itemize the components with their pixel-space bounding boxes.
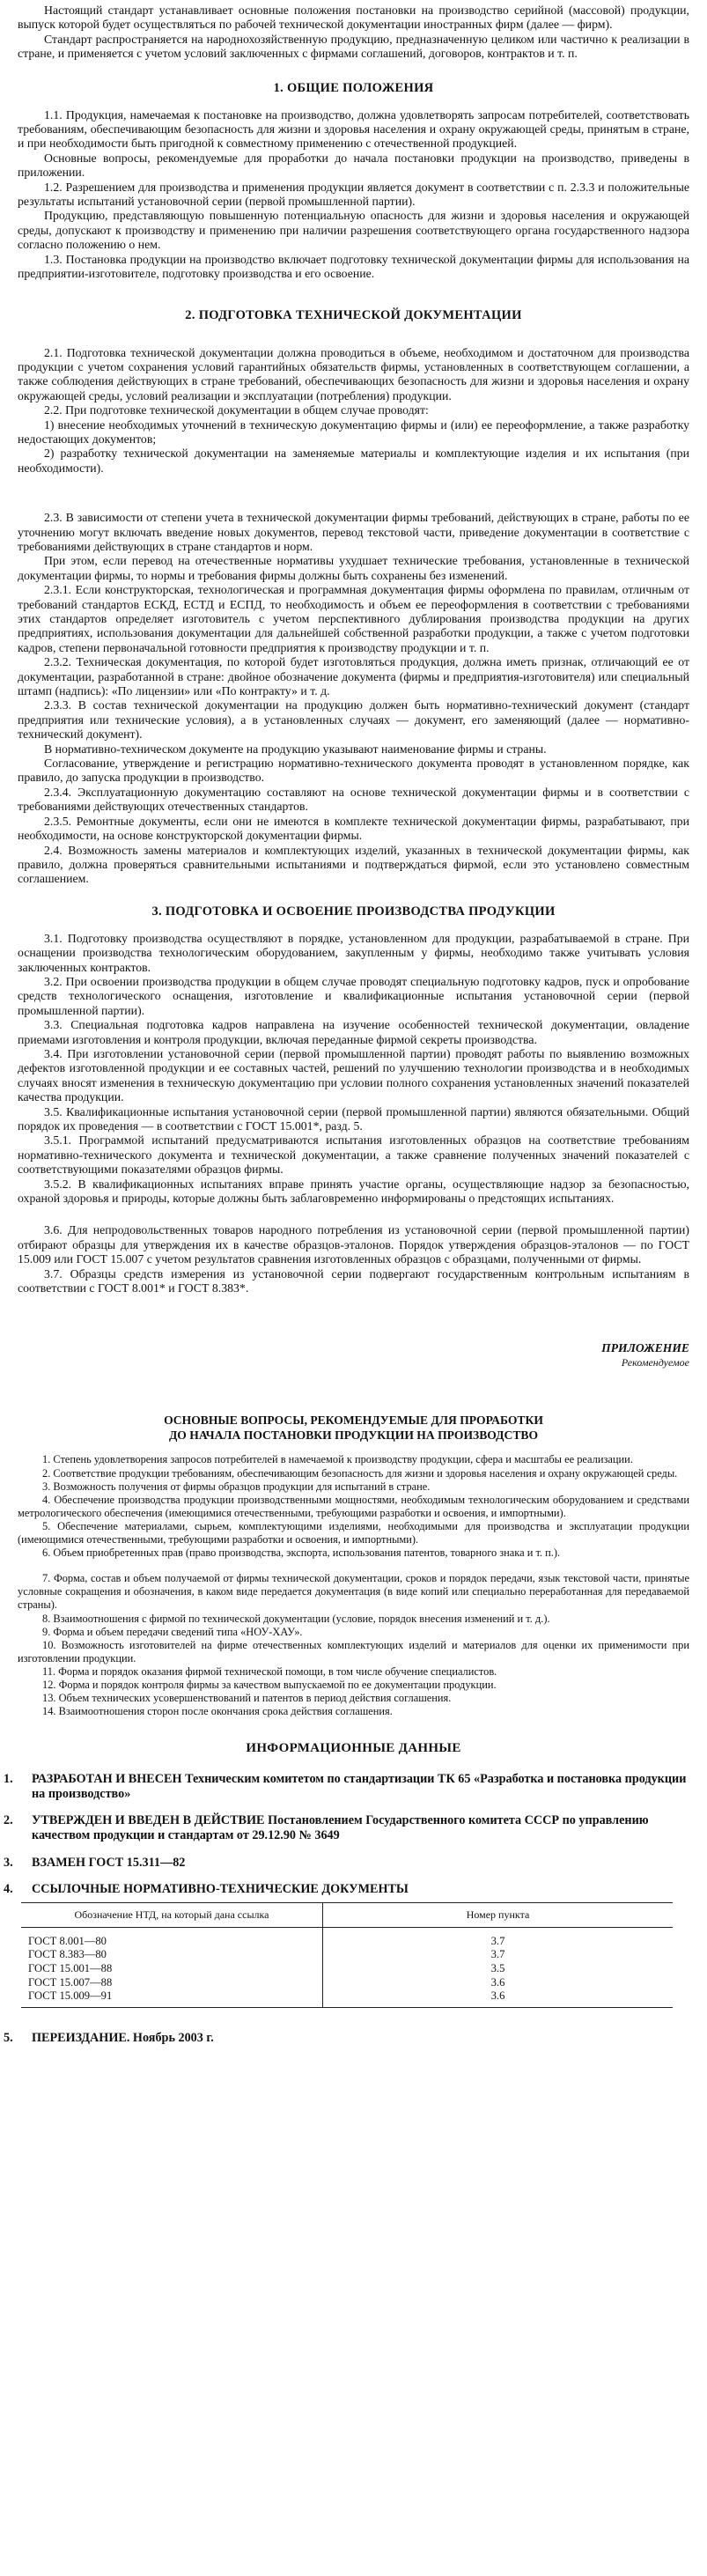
info-item-number: 3. — [4, 1855, 13, 1870]
info-item-text: УТВЕРЖДЕН И ВВЕДЕН В ДЕЙСТВИЕ Постановлением Государственного комитета СССР по управлению качеством продукции и стандартам от 29.12.90 № 3649 — [32, 1813, 649, 1843]
info-item-4 — [4, 1882, 689, 1897]
paragraph: 3.5.2. В квалификационных испытаниях вправе принять участие органы, осуществляющие надзор за безопасностью, охраной здоровья и природы, которые должны быть заблаговременно информированы о предстоящих испытаниях. — [18, 1177, 689, 1206]
appendix-title — [18, 1413, 689, 1443]
appendix-label-block — [18, 1341, 689, 1369]
info-item-2 — [4, 1813, 689, 1843]
table-cell-doc: ГОСТ 15.007—88 — [21, 1976, 323, 1990]
list-item: 8. Взаимоотношения с фирмой по технической документации (условие, порядок внесения изменений и т. д.). — [42, 1612, 550, 1625]
paragraph: 2.3.5. Ремонтные документы, если они не имеются в комплекте технической документации фирмы, разрабатывают, при необходимости, на основе конструкторской документации фирмы. — [18, 814, 689, 843]
table-row — [21, 1989, 673, 2007]
section-3-heading: 3. ПОДГОТОВКА И ОСВОЕНИЕ ПРОИЗВОДСТВА ПРОДУКЦИИ — [151, 904, 556, 919]
info-item-number: 4. — [4, 1882, 13, 1897]
info-item-number: 2. — [4, 1813, 13, 1828]
table-header: Обозначение НТД, на который дана ссылка — [21, 1902, 323, 1927]
list-item: 12. Форма и порядок контроля фирмы за качеством выпускаемой по ее документации продукции. — [42, 1678, 497, 1691]
paragraph: Основные вопросы, рекомендуемые для проработки до начала постановки продукции на производство, приведены в приложении. — [18, 151, 689, 180]
list-item: 4. Обеспечение производства продукции производственными мощностями, необходимым технологическим оборудованием и средствами метрологического обеспечения (имеющимися отечественными, требующими разработки и освоения, и импортными). — [18, 1493, 689, 1519]
table-cell-doc: ГОСТ 15.009—91 — [21, 1989, 323, 2007]
info-item-3 — [4, 1855, 689, 1871]
paragraph: 1.2. Разрешением для производства и применения продукции является документ в соответствии с п. 2.3.3 и положительные результаты испытаний установочной серии (первой промышленной партии). — [18, 180, 689, 209]
info-item-number: 1. — [4, 1772, 13, 1787]
paragraph: 3.1. Подготовку производства осуществляют в порядке, установленном для продукции, разрабатываемой в стране. При оснащении производства технологическим оборудованием, закупленным у фирмы, необходимо также учитывать условия заключенных контрактов. — [18, 931, 689, 974]
list-item: 13. Объем технических усовершенствований и патентов в период действия соглашения. — [42, 1692, 452, 1705]
info-item-1 — [4, 1772, 689, 1801]
paragraph: 1.1. Продукция, намечаемая к постановке на производство, должна удовлетворять запросам потребителей, соответствовать требованиям, обеспечивающим безопасность для жизни и здоровья населения и охрану окружающей среды, принятым в стране, и при необходимости быть пригодной к совместному применению с отечественной продукцией. — [18, 107, 689, 151]
info-item-number: 5. — [4, 2030, 13, 2045]
intro-paragraph: Стандарт распространяется на народнохозяйственную продукцию, предназначенную целиком или частично к реализации в стране, и применяется с учетом условий заключенных с фирмами соглашений, договоров, контрактов и т. п. — [18, 32, 689, 61]
paragraph: 2.3. В зависимости от степени учета в технической документации фирмы требований, действующих в стране, работы по ее уточнению могут включать введение новых документов, перевод текстовой части, приведение документации в соответствие с требованиями действующих в стране стандартов и норм. — [18, 511, 689, 553]
list-item: 10. Возможность изготовителей на фирме отечественных комплектующих изделий и материалов для оценки их применимости при изготовлении продукции. — [18, 1638, 689, 1664]
paragraph: 1) внесение необходимых уточнений в техническую документацию фирмы и (или) ее переоформление, а также разработку недостающих документов; — [18, 417, 689, 446]
section-2-body — [18, 346, 689, 887]
paragraph: 2) разработку технической документации на заменяемые материалы и комплектующие изделия и их испытания (при необходимости). — [18, 447, 689, 475]
paragraph: 2.3.3. В состав технической документации на продукцию должен быть нормативно-технический документ (стандарт предприятия или технические условия), а в установленных случаях — документ, его заменяющий (далее — нормативно-технический документ). — [18, 698, 689, 742]
table-cell-clause: 3.5 — [490, 1962, 505, 1974]
list-item: 9. Форма и объем передачи сведений типа «НОУ-ХАУ». — [42, 1625, 303, 1638]
table-cell-clause: 3.6 — [490, 1975, 505, 1989]
paragraph: 2.4. Возможность замены материалов и комплектующих изделий, указанных в технической документации фирмы, как правило, должна проверяться сравнительными испытаниями и подтверждаться фирмой, если это установлено совместным соглашением. — [18, 843, 689, 886]
table-row — [21, 1948, 673, 1962]
appendix-list — [18, 1453, 689, 1560]
paragraph: В нормативно-техническом документе на продукцию указывают наименование фирмы и страны. — [44, 742, 547, 756]
table-cell-doc: ГОСТ 8.383—80 — [21, 1948, 323, 1962]
info-item-text: ПЕРЕИЗДАНИЕ. Ноябрь 2003 г. — [32, 2030, 214, 2045]
info-item-5 — [4, 2030, 689, 2046]
info-heading: ИНФОРМАЦИОННЫЕ ДАННЫЕ — [246, 1741, 461, 1756]
table-row — [21, 1976, 673, 1990]
paragraph: 3.3. Специальная подготовка кадров направлена на изучение особенностей технической документации, овладение приемами изготовления и контроля продукции, включая переданные фирмой секреты производства. — [18, 1018, 689, 1046]
document-page — [4, 0, 689, 2045]
table-row — [21, 1927, 673, 1948]
section-2-heading: 2. ПОДГОТОВКА ТЕХНИЧЕСКОЙ ДОКУМЕНТАЦИИ — [185, 307, 522, 322]
table-row — [21, 1962, 673, 1976]
info-item-text: ВЗАМЕН ГОСТ 15.311—82 — [32, 1855, 186, 1870]
appendix-label: ПРИЛОЖЕНИЕ — [601, 1341, 689, 1355]
list-item: 6. Объем приобретенных прав (право производства, экспорта, использования патентов, товарного знака и т. п.). — [42, 1546, 561, 1560]
paragraph: 2.3.1. Если конструкторская, технологическая и программная документация фирмы оформлена по правилам, отличным от требований стандартов ЕСКД, ЕСТД и ЕСПД, то необходимость и объем ее переоформления в соответствии с требованиями этих стандартов определяет изготовитель с учетом перспективного дублирования производства продукции на других предприятиях, использования документации для дальнейшей собственной разработки продукции, а также с учетом подготовки кадров, степени первоначальной готовности предприятия к производству продукции и т. п. — [18, 583, 689, 654]
paragraph: Согласование, утверждение и регистрацию нормативно-технического документа проводят в установленном порядке, как правило, до запуска продукции в производство. — [18, 757, 689, 785]
paragraph: Продукцию, представляющую повышенную потенциальную опасность для жизни и здоровья населения и окружающей среды, допускают к производству и применению при наличии разрешения соответствующего органа государственного надзора согласно положению о нем. — [18, 209, 689, 252]
paragraph: 3.5.1. Программой испытаний предусматриваются испытания изготовленных образцов на соответствие требованиям нормативно-технического документа и технической документации, а также сравнение полученных значений показателей с соответствующими показателями образцов фирмы. — [18, 1133, 689, 1177]
appendix-note: Рекомендуемое — [621, 1356, 689, 1369]
appendix-title-line: ДО НАЧАЛА ПОСТАНОВКИ ПРОДУКЦИИ НА ПРОИЗВОДСТВО — [168, 1428, 539, 1442]
table-cell-doc: ГОСТ 8.001—80 — [21, 1927, 323, 1948]
list-item: 2. Соответствие продукции требованиям, обеспечивающим безопасность для жизни и здоровья населения и охрану окружающей среды. — [42, 1466, 678, 1480]
list-item: 7. Форма, состав и объем получаемой от фирмы технической документации, сроков и порядок передачи, язык текстовой части, принятые условные сокращения и обозначения, в каком виде передается документация (в виде копий или специально переработанная для передаваемой страны). — [18, 1572, 689, 1612]
table-header: Номер пункта — [323, 1902, 674, 1927]
paragraph: 3.7. Образцы средств измерения из установочной серии подвергают государственным контрольным испытаниям в соответствии с ГОСТ 8.001* и ГОСТ 8.383*. — [18, 1266, 689, 1295]
list-item: 1. Степень удовлетворения запросов потребителей в намечаемой к производству продукции, сфера и масштабы ее реализации. — [42, 1453, 633, 1466]
intro-paragraph: Настоящий стандарт устанавливает основные положения постановки на производство серийной (массовой) продукции, выпуск которой будет осуществляться по рабочей технической документации иностранных фирм (далее — фирм). — [18, 4, 689, 32]
section-3-body — [18, 932, 689, 1296]
list-item: 14. Взаимоотношения сторон после окончания срока действия соглашения. — [42, 1705, 393, 1718]
paragraph: 2.2. При подготовке технической документации в общем случае проводят: — [44, 403, 429, 417]
section-1-heading: 1. ОБЩИЕ ПОЛОЖЕНИЯ — [273, 80, 434, 95]
paragraph: 1.3. Постановка продукции на производство включает подготовку технической документации фирмы для использования на предприятии-изготовителе, подготовку производства и его освоение. — [18, 252, 689, 281]
paragraph: При этом, если перевод на отечественные нормативы ухудшает технические требования, установленные в технической документации фирмы, то нормы и требования фирмы должны быть сохранены без изменений. — [18, 554, 689, 582]
section-1-body — [18, 108, 689, 282]
paragraph: 3.2. При освоении производства продукции в общем случае проводят специальную подготовку кадров, пуск и опробование средств технологического оснащения, изготовление и квалификационные испытания установочной серии (первой промышленной партии). — [18, 974, 689, 1017]
appendix-list — [18, 1572, 689, 1718]
list-item: 3. Возможность получения от фирмы образцов продукции для испытаний в стране. — [42, 1480, 431, 1493]
table-cell-clause: 3.6 — [323, 1989, 674, 2007]
appendix-title-line: ОСНОВНЫЕ ВОПРОСЫ, РЕКОМЕНДУЕМЫЕ ДЛЯ ПРОРАБОТКИ — [164, 1413, 543, 1428]
table-cell-clause: 3.7 — [490, 1934, 505, 1947]
info-item-text: РАЗРАБОТАН И ВНЕСЕН Техническим комитетом по стандартизации ТК 65 «Разработка и постановка продукции на производство» — [32, 1772, 687, 1801]
info-item-text: ССЫЛОЧНЫЕ НОРМАТИВНО-ТЕХНИЧЕСКИЕ ДОКУМЕНТЫ — [32, 1882, 409, 1897]
paragraph: 3.4. При изготовлении установочной серии (первой промышленной партии) проводят работы по выявлению возможных дефектов изготовленной продукции и ее составных частей, решений по улучшению технологии производства и в необходимых случаях вносят изменения в техническую документацию при условии полного сохранения установленных значений показателей качества продукции. — [18, 1046, 689, 1104]
table-cell-clause: 3.7 — [490, 1948, 505, 1961]
list-item: 5. Обеспечение материалами, сырьем, комплектующими изделиями, необходимыми для производства и эксплуатации продукции (имеющимися отечественными, требующими разработки и освоения, и импортными). — [18, 1519, 689, 1546]
list-item: 11. Форма и порядок оказания фирмой технической помощи, в том числе обучение специалистов. — [42, 1664, 497, 1678]
paragraph: 2.3.2. Техническая документация, по которой будет изготовляться продукция, должна иметь признак, отличающий ее от документации, разработанной в стране: двойное обозначение документа (фирмы и предприятия-изготовителя) или специальный штамп (надпись): «По лицензии» или «По контракту» и т. д. — [18, 655, 689, 698]
table-cell-doc: ГОСТ 15.001—88 — [21, 1962, 323, 1976]
intro — [18, 4, 689, 62]
paragraph: 2.3.4. Эксплуатационную документацию составляют на основе технической документации фирмы и в соответствии с требованиями действующих отечественных стандартов. — [18, 785, 689, 814]
references-table — [21, 1902, 673, 2008]
paragraph: 2.1. Подготовка технической документации должна проводиться в объеме, необходимом и достаточном для производства продукции с учетом сохранения условий гарантийных обязательств фирмы, установленных в соответствующем соглашении, а также соблюдения действующих в стране требований, обеспечивающих безопасность для жизни и здоровья населения и охрану окружающей среды, условий реализации и эксплуатации (потребления) продукции. — [18, 345, 689, 402]
paragraph: 3.6. Для непродовольственных товаров народного потребления из установочной серии (первой промышленной партии) отбирают образцы для утверждения их в качестве образцов-эталонов. Порядок утверждения образцов-эталонов — по ГОСТ 15.009 или ГОСТ 15.007 с учетом результатов сравнения изготовленных образцов с образцами, полученными от фирмы. — [18, 1223, 689, 1266]
paragraph: 3.5. Квалификационные испытания установочной серии (первой промышленной партии) являются обязательными. Общий порядок их проведения — в соответствии с ГОСТ 15.001*, разд. 5. — [18, 1104, 689, 1133]
